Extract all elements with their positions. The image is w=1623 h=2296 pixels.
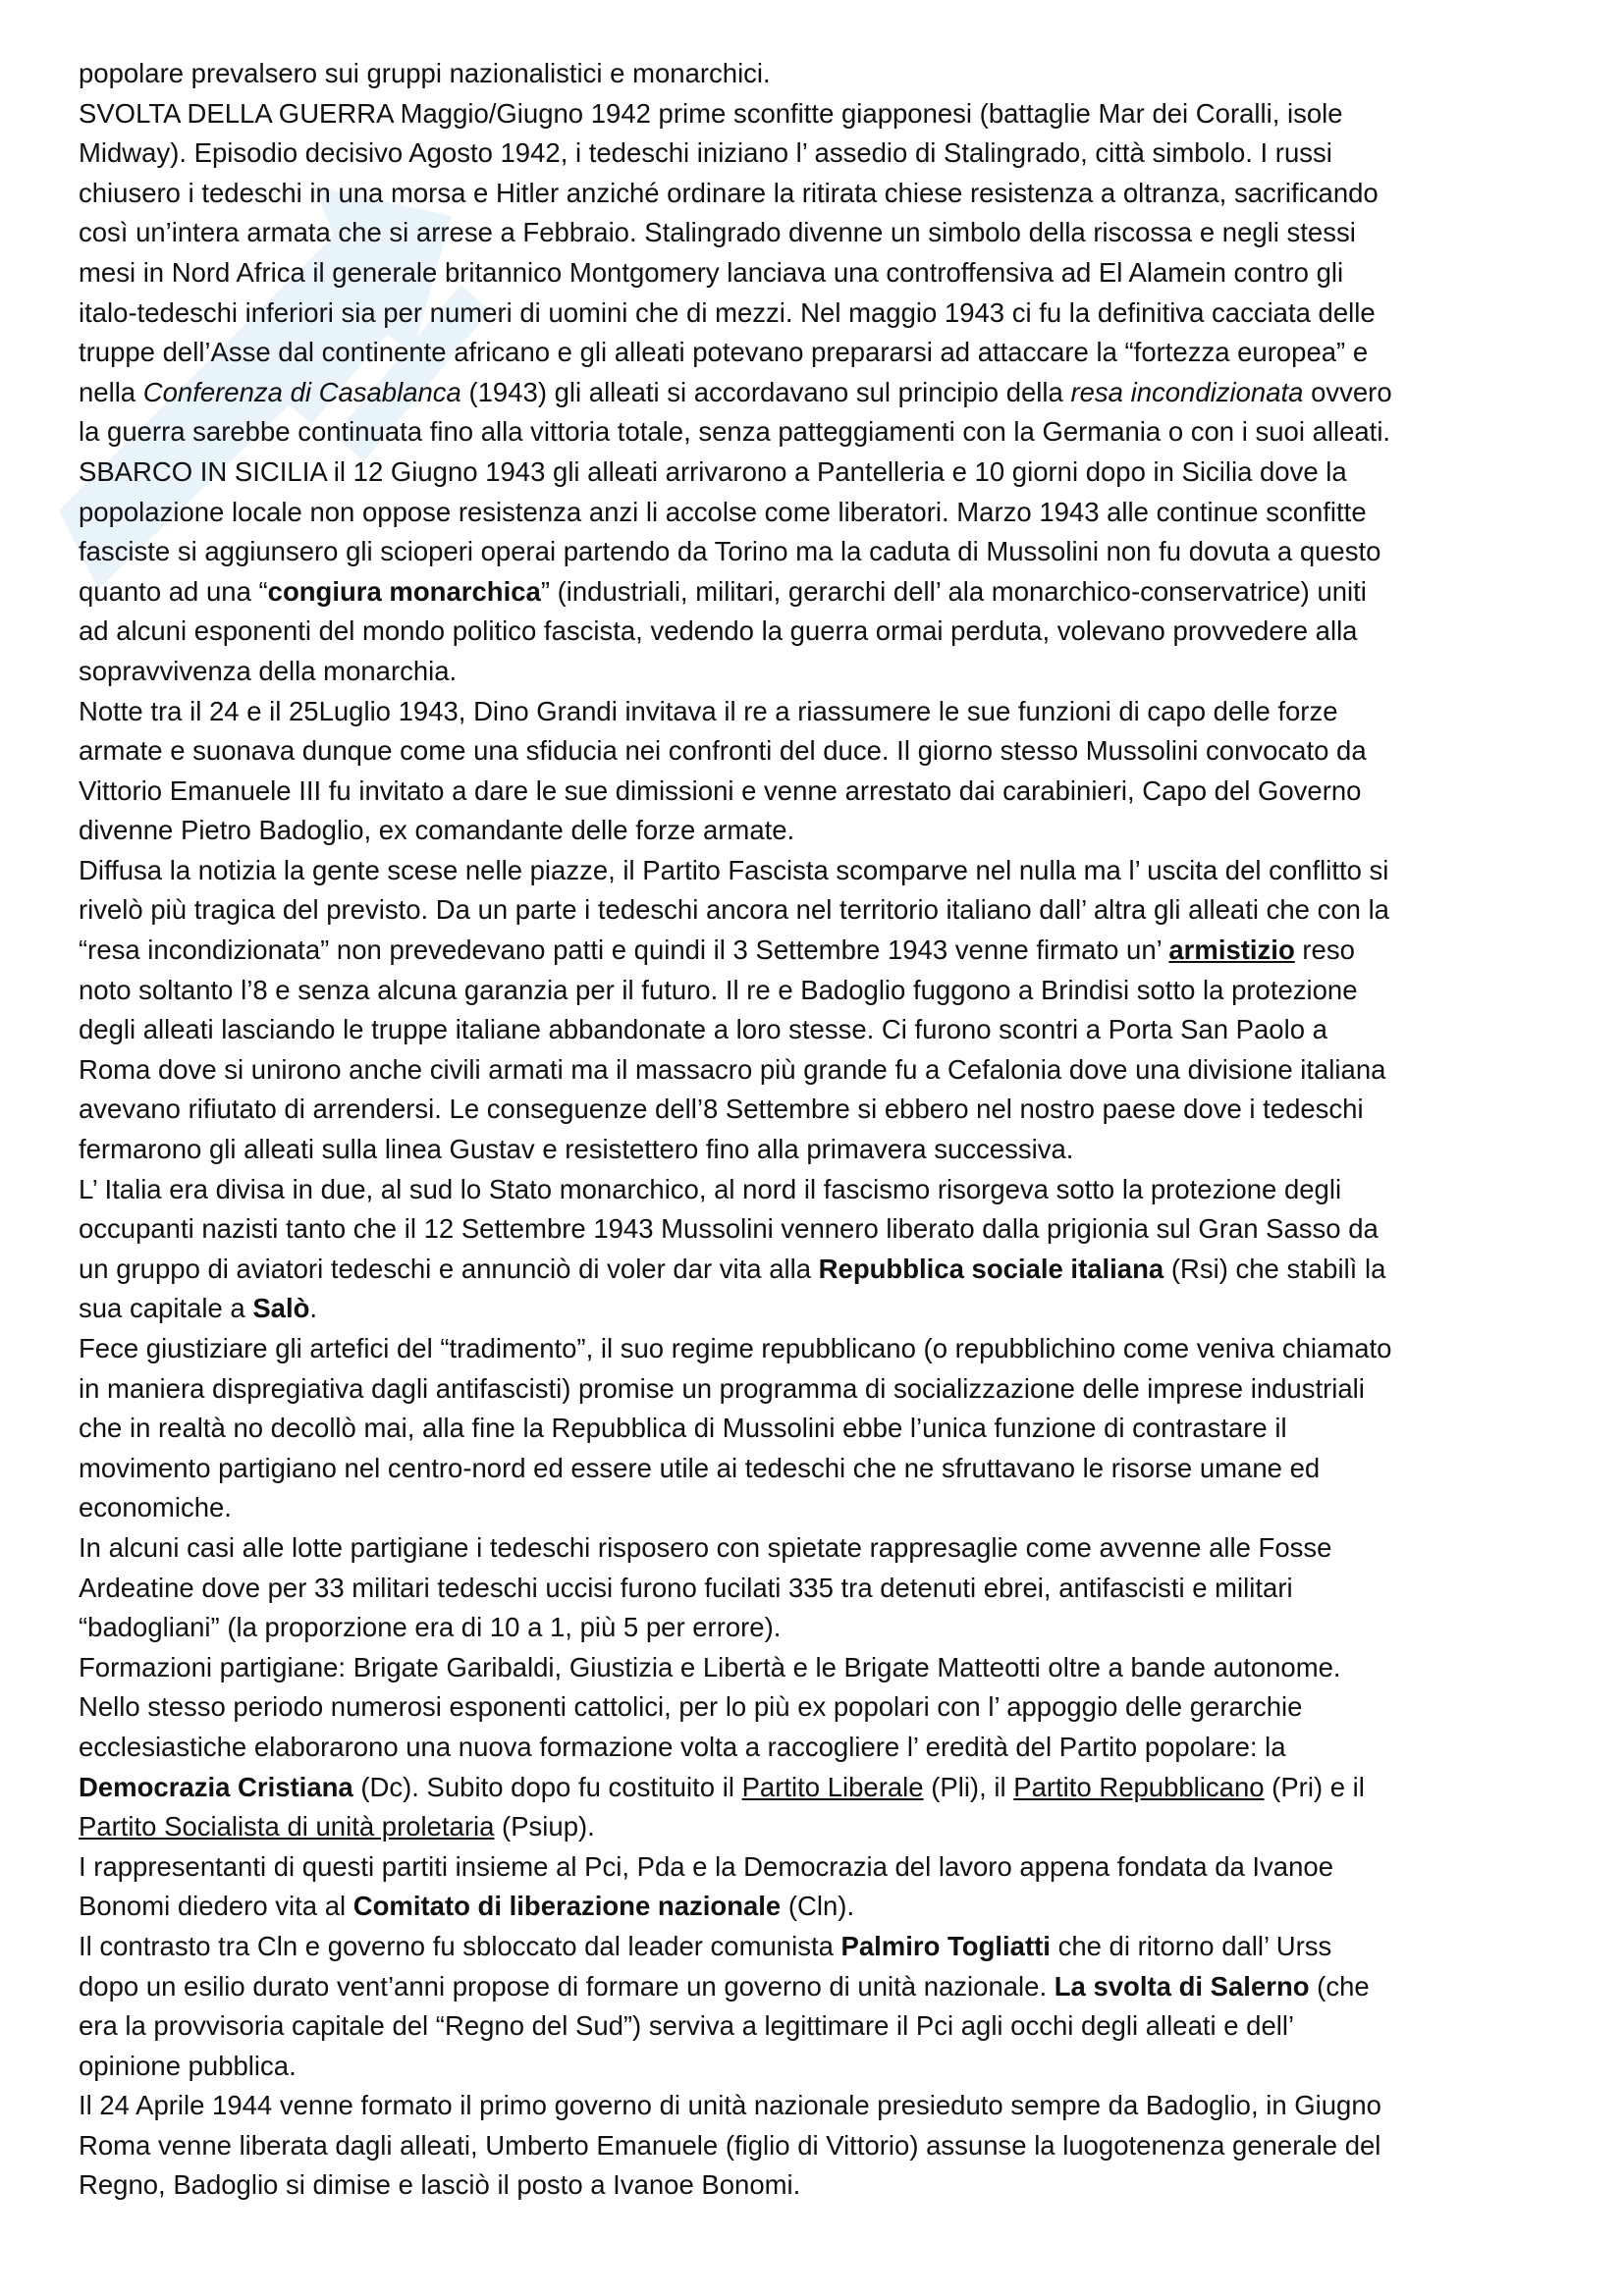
text-line — [79, 1209, 1542, 1250]
text-line — [79, 1728, 1542, 1768]
text-run: opinione pubblica. — [79, 2050, 297, 2081]
text-run: mesi in Nord Africa il generale britannico Montgomery lanciava una controffensiva ad El Alamein contro gli — [79, 256, 1344, 288]
text-run: fasciste si aggiunsero gli scioperi operai partendo da Torino ma la caduta di Mussolini non fu dovuta a questo — [79, 536, 1381, 567]
text-run: . — [309, 1293, 318, 1324]
text-run: (Pri) e il — [1264, 1771, 1365, 1802]
text-line — [79, 731, 1542, 772]
text-run: “badogliani” (la proporzione era di 10 a 1, più 5 per errore). — [79, 1612, 782, 1643]
text-run: Palmiro Togliatti — [840, 1930, 1051, 1961]
text-line — [79, 1050, 1542, 1091]
text-run: fermarono gli alleati sulla linea Gustav e resistettero fino alla primavera successiva. — [79, 1134, 1074, 1165]
text-run: quanto ad una “ — [79, 575, 268, 607]
text-run: (che — [1309, 1970, 1370, 2002]
text-line — [79, 890, 1542, 931]
text-run: Vittorio Emanuele III fu invitato a dare le sue dimissioni e venne arrestato dai carabinieri, Capo del Governo — [79, 774, 1362, 806]
text-run: ecclesiastiche elaborarono una nuova formazione volta a raccogliere l’ eredità del Partito popolare: la — [79, 1731, 1286, 1762]
text-line — [79, 1887, 1542, 1927]
text-run: Repubblica sociale italiana — [818, 1253, 1164, 1284]
text-line — [79, 2047, 1542, 2087]
text-line — [79, 1967, 1542, 2007]
text-run: un gruppo di aviatori tedeschi e annunciò di voler dar vita alla — [79, 1253, 819, 1284]
text-run: (Pli), il — [923, 1771, 1014, 1802]
text-run: SBARCO IN SICILIA il 12 Giugno 1943 gli alleati arrivarono a Pantelleria e 10 giorni dopo in Sicilia dove la — [79, 455, 1347, 487]
text-run: Nello stesso periodo numerosi esponenti cattolici, per lo più ex popolari con l’ appoggio delle gerarchie — [79, 1691, 1303, 1723]
text-run: era la provvisoria capitale del “Regno del Sud”) serviva a legittimare il Pci agli occhi degli alleati e dell’ — [79, 2010, 1295, 2042]
text-run: armistizio — [1168, 934, 1295, 966]
text-line — [79, 453, 1542, 493]
text-run: congiura monarchica — [267, 575, 541, 607]
text-line — [79, 1528, 1542, 1569]
text-run: così un’intera armata che si arrese a Febbraio. Stalingrado divenne un simbolo della riscossa e negli stessi — [79, 217, 1356, 248]
text-run: Salò — [252, 1293, 310, 1324]
text-run: Partito Liberale — [741, 1771, 924, 1802]
text-line — [79, 1449, 1542, 1489]
text-line — [79, 1927, 1542, 1967]
text-run: in maniera dispregiativa dagli antifascisti) promise un programma di socializzazione delle imprese industriali — [79, 1372, 1365, 1404]
text-line — [79, 1768, 1542, 1808]
text-line — [79, 572, 1542, 613]
text-run: In alcuni casi alle lotte partigiane i tedeschi risposero con spietate rappresaglie come avvenne alle Fosse — [79, 1531, 1332, 1563]
text-run: Notte tra il 24 e il 25Luglio 1943, Dino Grandi invitava il re a riassumere le sue funzioni di capo delle forze — [79, 695, 1338, 726]
text-line — [79, 1329, 1542, 1369]
text-run: Il 24 Aprile 1944 venne formato il primo governo di unità nazionale presieduto sempre da Badoglio, in Giugno — [79, 2090, 1381, 2121]
text-line — [79, 1010, 1542, 1050]
text-line — [79, 294, 1542, 334]
text-line — [79, 1847, 1542, 1888]
text-run: (Cln). — [781, 1891, 855, 1922]
text-run: avevano rifiutato di arrendersi. Le conseguenze dell’8 Settembre si ebbero nel nostro paese dove i tedeschi — [79, 1094, 1364, 1125]
text-line — [79, 213, 1542, 253]
text-run: chiusero i tedeschi in una morsa e Hitler anziché ordinare la ritirata chiese resistenza a oltranza, sacrificando — [79, 177, 1379, 208]
text-line — [79, 652, 1542, 692]
text-run: ” (industriali, militari, gerarchi dell’ ala monarchico-conservatrice) uniti — [540, 575, 1367, 607]
text-run: SVOLTA DELLA GUERRA Maggio/Giugno 1942 prime sconfitte giapponesi (battaglie Mar dei Coralli, isole — [79, 97, 1343, 129]
text-line — [79, 931, 1542, 971]
text-run: La svolta di Salerno — [1054, 1970, 1310, 2002]
text-run: Formazioni partigiane: Brigate Garibaldi, Giustizia e Libertà e le Brigate Matteotti oltre a bande autonome. — [79, 1651, 1341, 1682]
text-run: I rappresentanti di questi partiti insieme al Pci, Pda e la Democrazia del lavoro appena fondata da Ivanoe — [79, 1850, 1333, 1882]
text-run: reso — [1294, 934, 1355, 966]
text-run: (Dc). Subito dopo fu costituito il — [352, 1771, 742, 1802]
text-run: Partito Repubblicano — [1013, 1771, 1265, 1802]
text-line — [79, 532, 1542, 572]
text-run: italo-tedeschi inferiori sia per numeri di uomini che di mezzi. Nel maggio 1943 ci fu la definitiva cacciata delle — [79, 296, 1376, 328]
text-run: Fece giustiziare gli artefici del “tradimento”, il suo regime repubblicano (o repubblichino come veniva chiamato — [79, 1333, 1392, 1363]
text-line — [79, 612, 1542, 652]
text-line — [79, 1090, 1542, 1130]
text-run: Il contrasto tra Cln e governo fu sbloccato dal leader comunista — [79, 1930, 841, 1961]
text-run: nella — [79, 376, 143, 407]
text-line — [79, 1648, 1542, 1688]
text-line — [79, 2006, 1542, 2047]
text-run: Conferenza di Casablanca — [142, 376, 461, 407]
text-run: dopo un esilio durato vent’anni propose di formare un governo di unità nazionale. — [79, 1970, 1055, 2002]
text-run: la guerra sarebbe continuata fino alla vittoria totale, senza patteggiamenti con la Germania o con i suoi alleati. — [79, 416, 1391, 448]
text-run: Ardeatine dove per 33 militari tedeschi uccisi furono fucilati 335 tra detenuti ebrei, antifascisti e militari — [79, 1572, 1293, 1603]
text-run: resa incondizionata — [1070, 376, 1304, 407]
text-line — [79, 1569, 1542, 1609]
text-run: che in realtà no decollò mai, alla fine la Repubblica di Mussolini ebbe l’unica funzione di contrastare il — [79, 1413, 1287, 1444]
text-line — [79, 373, 1542, 413]
text-run: rivelò più tragica del previsto. Da un parte i tedeschi ancora nel territorio italiano dall’ altra gli alleati che con la — [79, 894, 1389, 926]
text-run: Partito Socialista di unità proletaria — [79, 1811, 495, 1842]
text-run: popolazione locale non oppose resistenza anzi li accolse come liberatori. Marzo 1943 alle continue sconfitte — [79, 496, 1367, 527]
text-run: L’ Italia era divisa in due, al sud lo Stato monarchico, al nord il fascismo risorgeva sotto la protezione degli — [79, 1173, 1342, 1204]
text-line — [79, 1488, 1542, 1528]
text-run: sua capitale a — [79, 1293, 253, 1324]
text-line — [79, 94, 1542, 134]
text-line — [79, 1608, 1542, 1648]
text-run: armate e suonava dunque come una sfiducia nei confronti del duce. Il giorno stesso Mussolini convocato da — [79, 735, 1367, 767]
text-run: Midway). Episodio decisivo Agosto 1942, i tedeschi iniziano l’ assedio di Stalingrado, città simbolo. I russi — [79, 137, 1332, 169]
text-run: divenne Pietro Badoglio, ex comandante delle forze armate. — [79, 815, 795, 846]
text-run: (Rsi) che stabilì la — [1163, 1253, 1386, 1284]
text-line — [79, 2165, 1542, 2206]
text-run: Roma dove si unirono anche civili armati ma il massacro più grande fu a Cefalonia dove una divisione italiana — [79, 1053, 1386, 1085]
text-line — [79, 412, 1542, 453]
text-run: economiche. — [79, 1492, 232, 1523]
text-run: Roma venne liberata dagli alleati, Umberto Emanuele (figlio di Vittorio) assunse la luogotenenza generale del — [79, 2129, 1381, 2161]
text-line — [79, 1289, 1542, 1329]
text-run: Bonomi diedero vita al — [79, 1891, 353, 1922]
text-line — [79, 692, 1542, 732]
text-line — [79, 1807, 1542, 1847]
text-line — [79, 333, 1542, 373]
text-run: degli alleati lasciando le truppe italiane abbandonate a loro stesse. Ci furono scontri a Porta San Paolo a — [79, 1014, 1327, 1045]
text-run: Diffusa la notizia la gente scese nelle piazze, il Partito Fascista scomparve nel nulla ma l’ uscita del conflitto si — [79, 854, 1389, 885]
text-run: Democrazia Cristiana — [79, 1771, 353, 1802]
text-run: truppe dell’Asse dal continente africano e gli alleati potevano prepararsi ad attaccare la “fortezza europea” e — [79, 337, 1369, 368]
text-line — [79, 1687, 1542, 1728]
text-run: “resa incondizionata” non prevedevano patti e quindi il 3 Settembre 1943 venne firmato un’ — [79, 934, 1169, 966]
text-run: (1943) gli alleati si accordavano sul principio della — [460, 376, 1071, 407]
text-run: occupanti nazisti tanto che il 12 Settembre 1943 Mussolini vennero liberato dalla prigionia sul Gran Sasso da — [79, 1213, 1379, 1245]
text-run: sopravvivenza della monarchia. — [79, 655, 458, 686]
text-line — [79, 54, 1542, 94]
text-line — [79, 772, 1542, 812]
text-line — [79, 1409, 1542, 1449]
text-line — [79, 133, 1542, 174]
text-line — [79, 851, 1542, 891]
text-run: noto soltanto l’8 e senza alcuna garanzia per il futuro. Il re e Badoglio fuggono a Brindisi sotto la protezione — [79, 974, 1358, 1005]
text-line — [79, 1369, 1542, 1410]
text-run: movimento partigiano nel centro-nord ed essere utile ai tedeschi che ne sfruttavano le risorse umane ed — [79, 1452, 1321, 1483]
text-line — [79, 1170, 1542, 1210]
text-line — [79, 1250, 1542, 1290]
text-line — [79, 174, 1542, 214]
text-line — [79, 2086, 1542, 2126]
document-body — [79, 54, 1542, 2206]
text-run: ovvero — [1303, 376, 1392, 407]
text-run: ad alcuni esponenti del mondo politico fascista, vedendo la guerra ormai perduta, volevano provvedere alla — [79, 615, 1358, 647]
text-line — [79, 811, 1542, 851]
text-run: Comitato di liberazione nazionale — [352, 1891, 782, 1922]
text-run: che di ritorno dall’ Urss — [1050, 1930, 1332, 1961]
text-line — [79, 493, 1542, 533]
text-run: (Psiup). — [494, 1811, 595, 1842]
text-line — [79, 253, 1542, 294]
text-run: Regno, Badoglio si dimise e lasciò il posto a Ivanoe Bonomi. — [79, 2169, 801, 2201]
text-line — [79, 2126, 1542, 2166]
text-line — [79, 971, 1542, 1011]
text-run: popolare prevalsero sui gruppi nazionalistici e monarchici. — [79, 58, 771, 88]
text-line — [79, 1130, 1542, 1170]
